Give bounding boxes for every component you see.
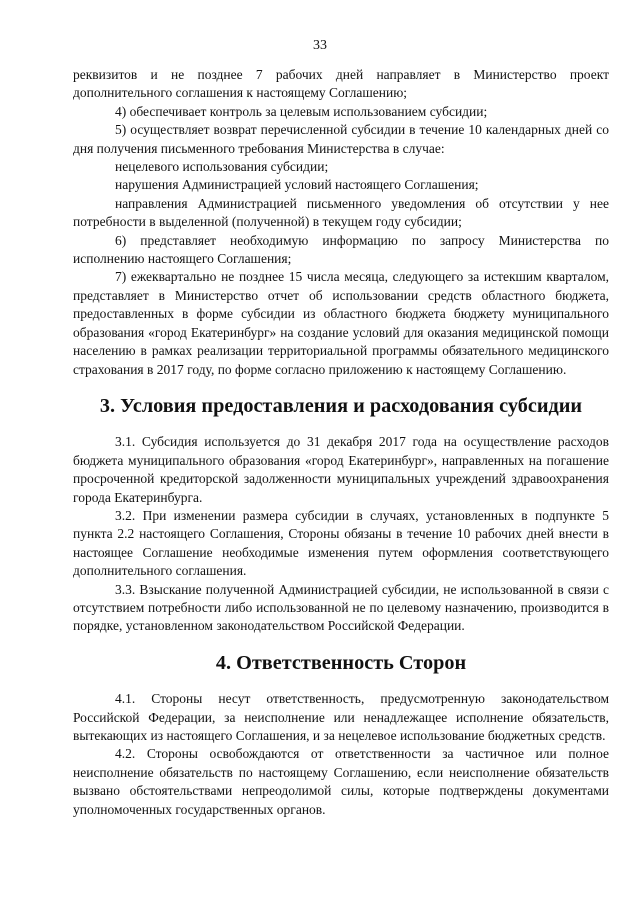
page-number: 33 xyxy=(313,38,327,53)
paragraph: 4.2. Стороны освобождаются от ответственности за частичное или полное неисполнение обязательств по настоящему Соглашению, если неисполнение обязательств вызвано обстоятельствами непреодолимой силы, которые подтверждены документами уполномоченных государственных органов. xyxy=(73,746,609,817)
paragraph: 5) осуществляет возврат перечисленной субсидии в течение 10 календарных дней со дня получения письменного требования Министерства в случае: xyxy=(73,122,609,156)
paragraph: 3.3. Взыскание полученной Администрацией субсидии, не использованной в связи с отсутствием потребности либо использованной не по целевому назначению, производится в порядке, установленном законодательством Российской Федерации. xyxy=(73,581,609,634)
paragraph: направления Администрацией письменного уведомления об отсутствии у нее потребности в выделенной (полученной) в текущем году субсидии; xyxy=(73,195,609,230)
paragraph: 4.1. Стороны несут ответственность, предусмотренную законодательством Российской Федерации, за неисполнение или ненадлежащее исполнение обязательств, вытекающих из настоящего Соглашения, и за нецелевое использование бюджетных средств. xyxy=(73,691,609,743)
section-3-heading: 3. Условия предоставления и расходования субсидии xyxy=(99,394,583,417)
paragraph: 6) представляет необходимую информацию по запросу Министерства по исполнению настоящего Соглашения; xyxy=(73,232,609,267)
paragraph: 3.2. При изменении размера субсидии в случаях, установленных в подпункте 5 пункта 2.2 настоящего Соглашения, Стороны обязаны в течение 10 рабочих дней внести в настоящее Соглашение необходимые изменения путем оформления соответствующего дополнительного соглашения. xyxy=(73,507,609,579)
paragraph: нарушения Администрацией условий настоящего Соглашения; xyxy=(115,177,479,193)
top-paragraphs xyxy=(73,66,609,379)
paragraph: реквизитов и не позднее 7 рабочих дней направляет в Министерство проект дополнительного соглашения к настоящему Соглашению; xyxy=(73,67,609,101)
paragraph: нецелевого использования субсидии; xyxy=(115,159,329,175)
paragraph: 7) ежеквартально не позднее 15 числа месяца, следующего за истекшим кварталом, представляет в Министерство отчет об использовании средств областного бюджета, предоставленных в форме субсидии из областного бюджета бюджету муниципального образования «город Екатеринбург» на создание условий для оказания медицинской помощи населению в рамках реализации территориальной программы обязательного медицинского страхования в 2017 году, по форме согласно приложению к настоящему Соглашению. xyxy=(73,269,609,377)
section-3-paragraphs xyxy=(73,433,609,635)
paragraph: 4) обеспечивает контроль за целевым использованием субсидии; xyxy=(115,103,488,119)
document-body xyxy=(73,66,609,819)
paragraph: 3.1. Субсидия используется до 31 декабря 2017 года на осуществление расходов бюджета муниципального образования «город Екатеринбург», направленных на погашение просроченной кредиторской задолженности муниципальных учреждений здравоохранения города Екатеринбурга. xyxy=(73,434,609,505)
section-4-heading: 4. Ответственность Сторон xyxy=(215,651,467,674)
section-4-paragraphs xyxy=(73,690,609,819)
